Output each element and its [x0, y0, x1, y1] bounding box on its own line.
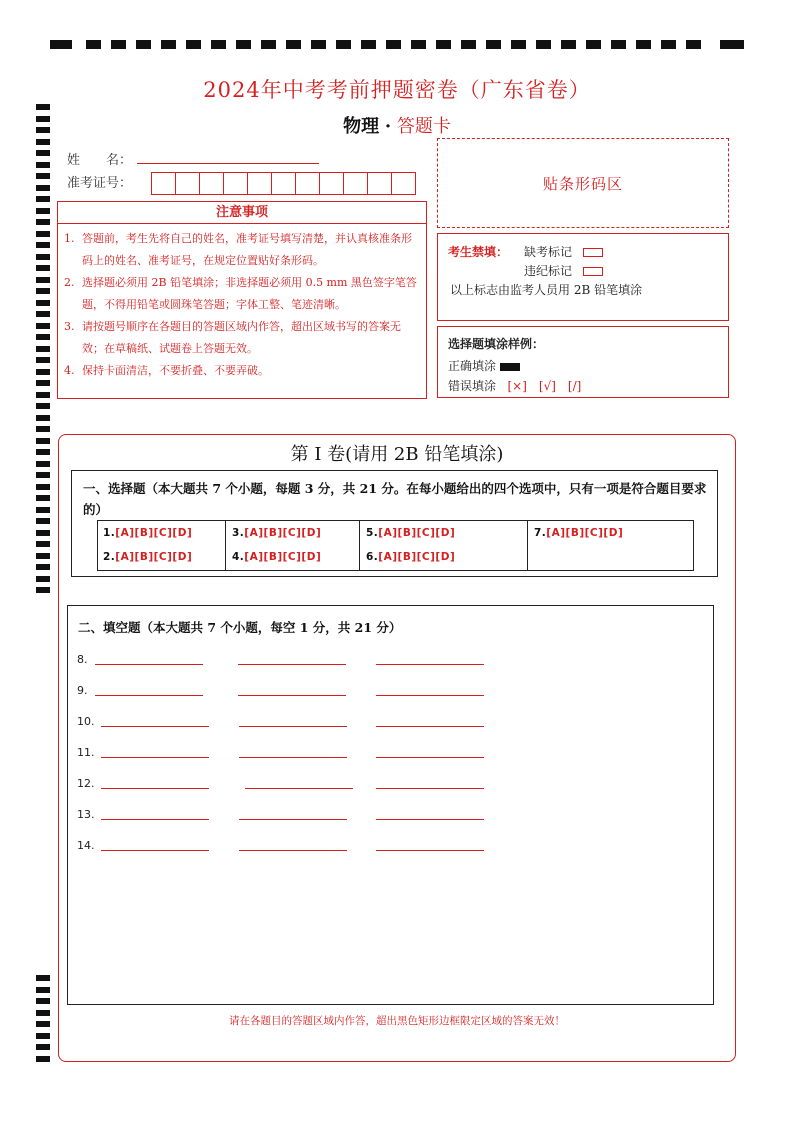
choice-q2[interactable] [103, 551, 192, 563]
side-timing-mark [36, 415, 50, 421]
violation-mark-box[interactable] [583, 267, 603, 276]
violation-label: 违纪标记 [524, 264, 573, 278]
notice-item [64, 272, 418, 316]
fill-blank-line[interactable] [376, 726, 484, 727]
side-timing-mark [36, 219, 50, 225]
fill-blank-line[interactable] [95, 695, 203, 696]
fill-blank-line[interactable] [376, 850, 484, 851]
side-timing-mark [36, 357, 50, 363]
q-num: 2. [103, 551, 116, 563]
id-digit-box[interactable] [295, 172, 320, 195]
q-options[interactable]: [A][B][C][D] [546, 527, 624, 539]
q-num: 1. [103, 527, 116, 539]
side-timing-mark [36, 998, 50, 1004]
side-timing-mark [36, 530, 50, 536]
side-timing-mark [36, 288, 50, 294]
name-label: 姓 名： [67, 153, 133, 168]
name-field[interactable] [137, 163, 319, 164]
absent-row [524, 243, 603, 260]
side-timing-mark [36, 426, 50, 432]
q-num: 3. [232, 527, 245, 539]
sample-title: 选择题填涂样例： [448, 337, 545, 351]
side-timing-mark [36, 495, 50, 501]
side-timing-mark [36, 472, 50, 478]
fill-num-9: 9. [77, 684, 88, 697]
fill-blank-line[interactable] [239, 819, 347, 820]
grid-divider [527, 521, 528, 570]
side-timing-mark [36, 311, 50, 317]
fill-num-12: 12. [77, 777, 95, 790]
id-digit-box[interactable] [175, 172, 200, 195]
correct-label: 正确填涂 [448, 359, 497, 373]
fill-num-8: 8. [77, 653, 88, 666]
choice-header: 一、选择题（本大题共 7 个小题，每题 3 分，共 21 分。在每小题给出的四个选项中，只有一项是符合题目要求的） [83, 481, 707, 517]
forbid-note: 以上标志由监考人员用 2B 铅笔填涂 [450, 283, 643, 297]
fill-blank-line[interactable] [101, 850, 209, 851]
notice-item [64, 316, 418, 360]
side-timing-mark [36, 975, 50, 981]
side-timing-mark [36, 1056, 50, 1062]
fill-blank-line[interactable] [101, 757, 209, 758]
filled-mark [500, 363, 520, 371]
side-timing-mark [36, 987, 50, 993]
notice-title: 注意事项 [58, 202, 426, 224]
wrong-label: 错误填涂 [448, 379, 497, 393]
side-timing-mark [36, 564, 50, 570]
proctor-box [437, 233, 729, 321]
fill-num-10: 10. [77, 715, 95, 728]
grid-divider [359, 521, 360, 570]
fill-blank-line[interactable] [376, 819, 484, 820]
side-timing-mark [36, 369, 50, 375]
id-digit-box[interactable] [247, 172, 272, 195]
fill-blank-line[interactable] [376, 788, 484, 789]
side-timing-mark [36, 231, 50, 237]
side-timing-mark [36, 587, 50, 593]
q-options[interactable]: [A][B][C][D] [378, 551, 456, 563]
fill-question-box [67, 605, 714, 1005]
notice-text: 请按题号顺序在各题目的答题区域内作答，超出区域书写的答案无效；在草稿纸、试题卷上答题无效。 [82, 320, 401, 355]
footer-warning: 请在各题目的答题区域内作答，超出黑色矩形边框限定区域的答案无效！ [229, 1015, 565, 1027]
side-timing-mark [36, 541, 50, 547]
fill-blank-line[interactable] [95, 664, 203, 665]
side-timing-mark [36, 1044, 50, 1050]
choice-q1[interactable] [103, 527, 192, 539]
choice-q5[interactable] [366, 527, 455, 539]
fill-blank-line[interactable] [376, 757, 484, 758]
side-timing-mark [36, 139, 50, 145]
side-timing-mark [36, 323, 50, 329]
subject-label: 物理 [343, 116, 380, 137]
wrong-marks: [×] [√] [/] [507, 379, 582, 393]
side-timing-mark [36, 254, 50, 260]
side-timing-mark [36, 104, 50, 110]
side-timing-mark [36, 208, 50, 214]
choice-q7[interactable] [534, 527, 623, 539]
side-timing-mark [36, 553, 50, 559]
side-timing-mark [36, 242, 50, 248]
forbid-label: 考生禁填： [448, 245, 509, 259]
side-timing-mark [36, 403, 50, 409]
barcode-label: 贴条形码区 [542, 174, 623, 193]
side-timing-mark [36, 507, 50, 513]
card-label: 答题卡 [396, 116, 451, 137]
side-timing-mark [36, 265, 50, 271]
side-timing-mark [36, 162, 50, 168]
q-num: 5. [366, 527, 379, 539]
id-digit-box[interactable] [271, 172, 296, 195]
correct-row [448, 357, 520, 374]
fill-num-13: 13. [77, 808, 95, 821]
id-digit-box[interactable] [343, 172, 368, 195]
side-timing-mark [36, 334, 50, 340]
notice-text: 答题前，考生先将自己的姓名，准考证号填写清楚，并认真核准条形码上的姓名、准考证号，在规定位置贴好条形码。 [82, 232, 412, 267]
notice-num: 4. [64, 364, 75, 377]
q-num: 6. [366, 551, 379, 563]
side-timing-mark [36, 300, 50, 306]
side-timing-mark [36, 277, 50, 283]
fill-blank-line[interactable] [101, 819, 209, 820]
exam-id-label: 准考证号： [67, 176, 133, 191]
choice-q4[interactable] [232, 551, 321, 563]
section-1-title: 第 I 卷(请用 2B 铅笔填涂) [290, 444, 504, 465]
notice-item [64, 360, 418, 382]
fill-blank-line[interactable] [239, 850, 347, 851]
choice-q3[interactable] [232, 527, 321, 539]
notice-item [64, 228, 418, 272]
q-options[interactable]: [A][B][C][D] [244, 551, 322, 563]
side-timing-mark [36, 196, 50, 202]
fill-blank-line[interactable] [101, 726, 209, 727]
fill-num-11: 11. [77, 746, 95, 759]
fill-blank-line[interactable] [101, 788, 209, 789]
side-timing-mark [36, 173, 50, 179]
notice-num: 3. [64, 320, 75, 333]
absent-label: 缺考标记 [524, 245, 573, 259]
q-options[interactable]: [A][B][C][D] [378, 527, 456, 539]
answer-card-subtitle [0, 112, 794, 138]
q-num: 7. [534, 527, 547, 539]
wrong-row [448, 377, 581, 394]
id-digit-box[interactable] [319, 172, 344, 195]
side-timing-mark [36, 346, 50, 352]
barcode-area [437, 138, 729, 228]
side-timing-mark [36, 484, 50, 490]
fill-blank-line[interactable] [376, 664, 484, 665]
q-options[interactable]: [A][B][C][D] [244, 527, 322, 539]
fill-header: 二、填空题（本大题共 7 个小题，每空 1 分，共 21 分） [78, 620, 402, 635]
fill-blank-line[interactable] [238, 695, 346, 696]
fill-blank-line[interactable] [376, 695, 484, 696]
id-digit-box[interactable] [223, 172, 248, 195]
fill-blank-line[interactable] [245, 788, 353, 789]
fill-blank-line[interactable] [239, 726, 347, 727]
side-timing-mark [36, 185, 50, 191]
q-num: 4. [232, 551, 245, 563]
side-timing-mark [36, 150, 50, 156]
notice-num: 1. [64, 232, 75, 245]
choice-q6[interactable] [366, 551, 455, 563]
fill-blank-line[interactable] [238, 664, 346, 665]
q-options[interactable]: [A][B][C][D] [115, 527, 193, 539]
q-options[interactable]: [A][B][C][D] [115, 551, 193, 563]
absent-mark-box[interactable] [583, 248, 603, 257]
side-timing-mark [36, 380, 50, 386]
notice-text: 选择题必须用 2B 铅笔填涂；非选择题必须用 0.5 mm 黑色签字笔答题，不得用铅笔或圆珠笔答题；字体工整、笔迹清晰。 [82, 276, 417, 311]
notice-text: 保持卡面清洁，不要折叠、不要弄破。 [82, 364, 269, 377]
id-digit-box[interactable] [391, 172, 416, 195]
exam-title: 2024年中考考前押题密卷（广东省卷） [203, 78, 591, 102]
id-digit-box[interactable] [199, 172, 224, 195]
fill-num-14: 14. [77, 839, 95, 852]
side-timing-mark [36, 576, 50, 582]
fill-blank-line[interactable] [239, 757, 347, 758]
side-timing-mark [36, 1033, 50, 1039]
id-digit-box[interactable] [151, 172, 176, 195]
grid-divider [225, 521, 226, 570]
notice-box [57, 201, 427, 399]
side-timing-mark [36, 392, 50, 398]
notice-num: 2. [64, 276, 75, 289]
violation-row [524, 262, 603, 279]
subtitle-dot: · [384, 116, 392, 137]
id-digit-box[interactable] [367, 172, 392, 195]
side-timing-mark [36, 518, 50, 524]
fill-sample-box [437, 326, 729, 398]
exam-id-boxes[interactable] [152, 172, 416, 195]
